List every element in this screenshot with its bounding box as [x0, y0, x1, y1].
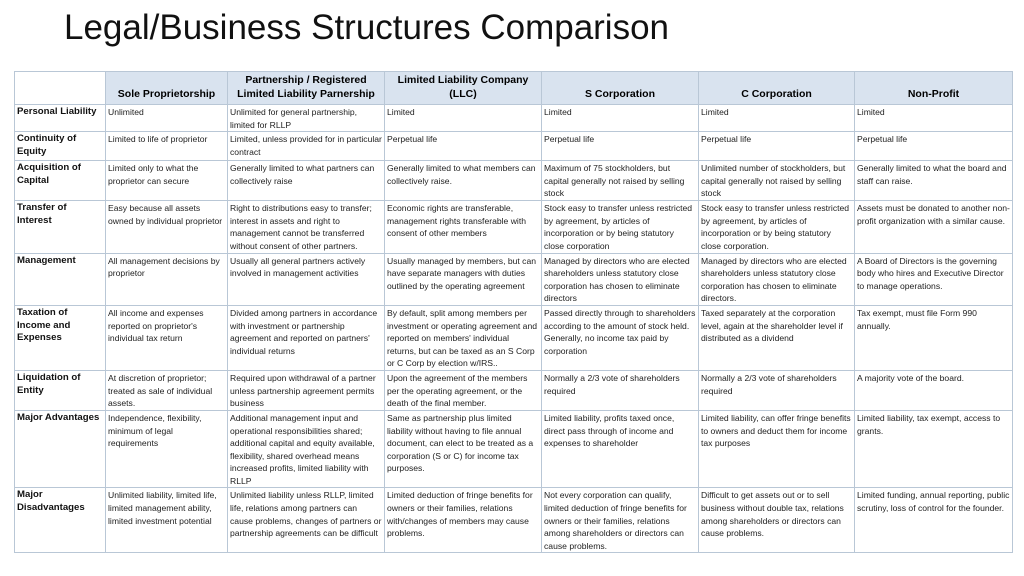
- row-header: Personal Liability: [15, 105, 106, 132]
- table-cell: Generally limited to what the board and staff can raise.: [855, 161, 1013, 201]
- table-cell: Perpetual life: [855, 132, 1013, 161]
- table-cell: Generally limited to what members can collectively raise.: [385, 161, 542, 201]
- table-cell: Passed directly through to shareholders according to the amount of stock held. Generally, no income tax paid by corporation: [542, 305, 699, 370]
- table-cell: Maximum of 75 stockholders, but capital generally not raised by selling stock: [542, 161, 699, 201]
- table-cell: All management decisions by proprietor: [106, 253, 228, 305]
- table-cell: Limited funding, annual reporting, public scrutiny, loss of control for the founder.: [855, 488, 1013, 553]
- table-cell: Stock easy to transfer unless restricted by agreement, by articles of incorporation or by being statutory close corporation.: [699, 201, 855, 253]
- table-cell: Right to distributions easy to transfer; interest in assets and right to management cannot be transferred without consent of other partners.: [228, 201, 385, 253]
- table-cell: Usually all general partners actively involved in management activities: [228, 253, 385, 305]
- column-header-llc: Limited Liability Company (LLC): [385, 72, 542, 105]
- table-cell: A Board of Directors is the governing body who hires and Executive Director to manage operations.: [855, 253, 1013, 305]
- table-cell: Tax exempt, must file Form 990 annually.: [855, 305, 1013, 370]
- table-cell: Unlimited: [106, 105, 228, 132]
- table-cell: Perpetual life: [699, 132, 855, 161]
- table-cell: Stock easy to transfer unless restricted by agreement, by articles of incorporation or by being statutory close corporation: [542, 201, 699, 253]
- column-header-partnership: Partnership / Registered Limited Liability Parnership: [228, 72, 385, 105]
- table-cell: Generally limited to what partners can collectively raise: [228, 161, 385, 201]
- table-cell: Limited to life of proprietor: [106, 132, 228, 161]
- table-cell: Additional management input and operational responsibilities shared; additional capital and equity available, flexibility, shared overhead means increased profits, limited liability with RLLP: [228, 410, 385, 488]
- table-cell: Usually managed by members, but can have separate managers with duties outlined by the operating agreement: [385, 253, 542, 305]
- table-row: [15, 201, 1013, 253]
- table-row: [15, 305, 1013, 370]
- table-cell: A majority vote of the board.: [855, 370, 1013, 410]
- table-cell: Not every corporation can qualify, limited deduction of fringe benefits for owners or their families, relations among shareholders or directors can cause problems.: [542, 488, 699, 553]
- table-cell: Difficult to get assets out or to sell business without double tax, relations among shareholders or directors can cause problems.: [699, 488, 855, 553]
- table-cell: Taxed separately at the corporation level, again at the shareholder level if distributed as a dividend: [699, 305, 855, 370]
- table-cell: Limited only to what the proprietor can secure: [106, 161, 228, 201]
- row-header: Liquidation of Entity: [15, 370, 106, 410]
- table-cell: Assets must be donated to another non-profit organization with a similar cause.: [855, 201, 1013, 253]
- table-cell: Limited: [385, 105, 542, 132]
- comparison-table: [14, 71, 1013, 553]
- table-cell: Unlimited liability unless RLLP, limited life, relations among partners can cause problems, changes of partners or partnership agreements can be difficult: [228, 488, 385, 553]
- corner-cell: [15, 72, 106, 105]
- table-row: [15, 488, 1013, 553]
- table-cell: Perpetual life: [385, 132, 542, 161]
- row-header: Taxation of Income and Expenses: [15, 305, 106, 370]
- table-cell: Normally a 2/3 vote of shareholders required: [542, 370, 699, 410]
- table-cell: Independence, flexibility, minimum of legal requirements: [106, 410, 228, 488]
- table-cell: Limited liability, tax exempt, access to grants.: [855, 410, 1013, 488]
- table-row: [15, 410, 1013, 488]
- row-header: Major Advantages: [15, 410, 106, 488]
- table-cell: Normally a 2/3 vote of shareholders required: [699, 370, 855, 410]
- column-header-sole-proprietorship: Sole Proprietorship: [106, 72, 228, 105]
- row-header: Major Disadvantages: [15, 488, 106, 553]
- header-row: [15, 72, 1013, 105]
- table-row: [15, 132, 1013, 161]
- table-cell: Unlimited for general partnership, limited for RLLP: [228, 105, 385, 132]
- table-cell: Limited liability, can offer fringe benefits to owners and deduct them for income tax purposes: [699, 410, 855, 488]
- row-header: Management: [15, 253, 106, 305]
- table-cell: By default, split among members per investment or operating agreement and reported on members' individual returns, but can be taxed as an S Corp or C Corp by election w/IRS..: [385, 305, 542, 370]
- table-cell: Limited: [855, 105, 1013, 132]
- table-cell: Limited: [699, 105, 855, 132]
- table-cell: Unlimited liability, limited life, limited management ability, limited investment potential: [106, 488, 228, 553]
- table-cell: Required upon withdrawal of a partner unless partnership agreement permits business: [228, 370, 385, 410]
- table-cell: Easy because all assets owned by individual proprietor: [106, 201, 228, 253]
- table-cell: Managed by directors who are elected shareholders unless statutory close corporation has chosen to eliminate directors: [542, 253, 699, 305]
- table-cell: At discretion of proprietor; treated as sale of individual assets.: [106, 370, 228, 410]
- row-header: Transfer of Interest: [15, 201, 106, 253]
- table-cell: Perpetual life: [542, 132, 699, 161]
- row-header: Acquisition of Capital: [15, 161, 106, 201]
- table-cell: All income and expenses reported on proprietor's individual tax return: [106, 305, 228, 370]
- table-cell: Upon the agreement of the members per the operating agreement, or the death of the final member.: [385, 370, 542, 410]
- table-cell: Limited deduction of fringe benefits for owners or their families, relations with/changes of members may cause problems.: [385, 488, 542, 553]
- table-cell: Limited, unless provided for in particular contract: [228, 132, 385, 161]
- table-row: [15, 161, 1013, 201]
- table-cell: Same as partnership plus limited liability without having to file annual document, can elect to be treated as a corporation (S or C) for income tax purposes.: [385, 410, 542, 488]
- column-header-s-corporation: S Corporation: [542, 72, 699, 105]
- table-row: [15, 253, 1013, 305]
- table-row: [15, 370, 1013, 410]
- table-cell: Divided among partners in accordance with investment or partnership agreement and reported on partners' individual returns: [228, 305, 385, 370]
- table-cell: Managed by directors who are elected shareholders unless statutory close corporation has chosen to eliminate directors.: [699, 253, 855, 305]
- slide-title: Legal/Business Structures Comparison: [64, 8, 670, 47]
- column-header-c-corporation: C Corporation: [699, 72, 855, 105]
- table-cell: Unlimited number of stockholders, but capital generally not raised by selling stock: [699, 161, 855, 201]
- table-cell: Economic rights are transferable, management rights transferable with consent of other members: [385, 201, 542, 253]
- table-row: [15, 105, 1013, 132]
- row-header: Continuity of Equity: [15, 132, 106, 161]
- column-header-non-profit: Non-Profit: [855, 72, 1013, 105]
- table-cell: Limited liability, profits taxed once, direct pass through of income and expenses to shareholder: [542, 410, 699, 488]
- table-cell: Limited: [542, 105, 699, 132]
